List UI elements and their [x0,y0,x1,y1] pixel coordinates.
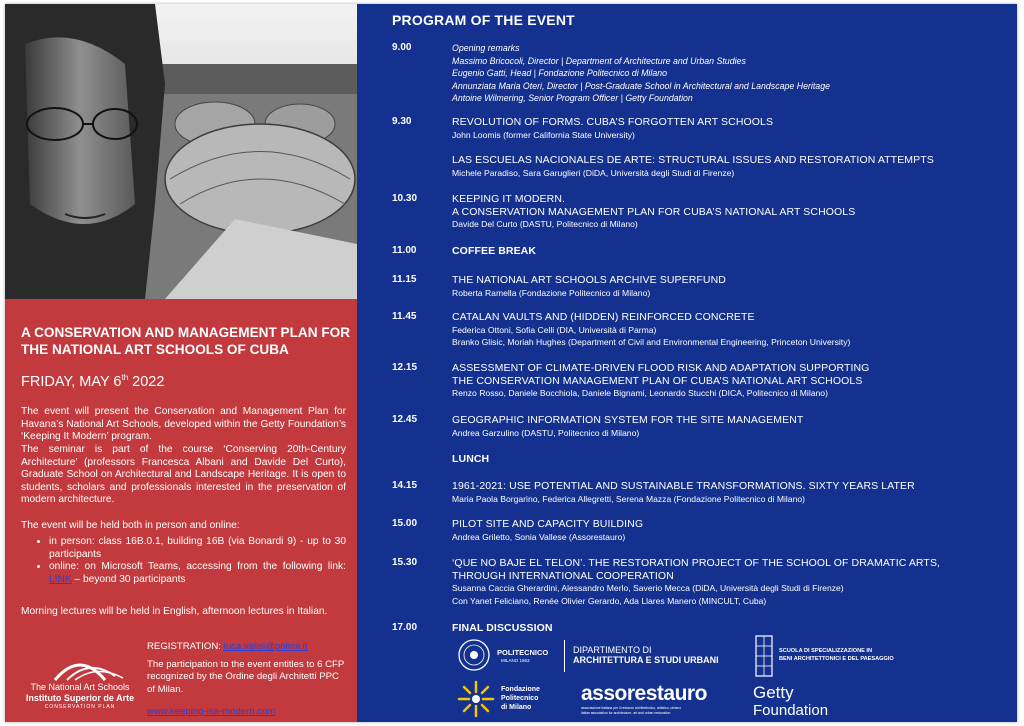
dastu-logo: DIPARTIMENTO DI ARCHITETTURA E STUDI URBANI [573,645,719,665]
arches-icon [15,654,145,682]
seminar-paragraph: The seminar is part of the course ‘Conserving 20th-Century Architecture’ (professors Francesca Albani and Davide Del Curto), Graduate School on Architectural and Landscape Heritage. It is open to students, scholars and professionals interested in the preservation of modern architecture. [21,444,346,506]
intro-paragraph: The event will present the Conservation and Management Plan for Havana’s National Art Schools, developed within the Getty Foundation’s ‘Keeping It Modern’ program. [21,406,346,443]
website-link[interactable]: www.keeping-isa-modern.com [147,705,276,717]
format-paragraph: The event will be held both in person and online: [21,520,240,531]
logo-divider [564,640,565,672]
program-panel: PROGRAM OF THE EVENT 9.00 Opening remarks Massimo Bricocoli, Director | Department of Architecture and Urban Studies Eugenio Gatti, Head | Fondazione Politecnico di Milano Annunziata Maria Oteri, Director | Post-Graduate School in Architectural and Landscape Heritage Antoine Wilmering, Senior Program Officer | Getty Foundation 9.30 REVOLUTION OF FORMS. CUBA’S FORGOTTEN ART SCHOOLS John Loomis (former California State University) LAS ESCUELAS NACIONALES DE ARTE: STRUCTURAL ISSUES AND RESTORATION ATTEMPTS Michele Paradiso, Sara Garuglieri (DiDA, Università degli Studi di Firenze) 10.30 KEEPING IT MODERN. A CONSERVATION MANAGEMENT PLAN FOR CUBA’S NATIONAL ART SCHOOLS Davide Del Curto (DASTU, Politecnico di Milano) 11.00 COFFEE BREAK 11.15 THE NATIONAL ART SCHOOLS ARCHIVE SUPERFUND Roberta Ramella (Fondazione Politecnico di Milano) 11.45 CATALAN VAULTS AND (HIDDEN) REINFORCED CONCRETE Federica Ottoni, Sofia Celli (DIA, Università di Parma) Branko Glisic, Moriah Hughes (Department of Civil and Environmental Engineering, Princeton University) 12.15 ASSESSMENT OF CLIMATE-DRIVEN FLOOD RISK AND ADAPTATION SUPPORTING THE CONSERVATION MANAGEMENT PLAN OF CUBA’S NATIONAL ART SCHOOLS Renzo Rosso, Daniele Bocchiola, Daniele Bignami, Leonardo Stucchi (DICA, Politecnico di Milano) 12.45 GEOGRAPHIC INFORMATION SYSTEM FOR THE SITE MANAGEMENT Andrea Garzulino (DASTU, Politecnico di Milano) LUNCH 14.15 1961-2021: USE POTENTIAL AND SUSTAINABLE TRANSFORMATIONS. SIXTY YEARS LATER Maria Paola Borgarino, Federica Allegretti, Serena Mazza (Fondazione Politecnico di Milano) 15.00 PILOT SITE AND CAPACITY BUILDING Andrea Griletto, Sonia Vallese (Assorestauro) 15.30 ‘QUE NO BAJE EL TELON’. THE RESTORATION PROJECT OF THE SCHOOL OF DRAMATIC ARTS, THROUGH INTERNATIONAL COOPERATION Susanna Caccia Gherardini, Alessandro Merlo, Saverio Mecca (DiDA, Università degli Studi di Firenze) Con Yanet Feliciano, Renée Olivier Gerardo, Ada Llares Manero (MINCULT, Cuba) 17.00 FINAL DISCUSSION POLITECNICO MILANO 1863 DIPARTIMENTO DI ARCHITETTURA E STUDI URBANI SCUOLA DI SPECIALIZZAZIONE IN BENI ARCHITETTONICI E DEL PAESAGGIO Fondazione Politecnico di Milano assorestauro associazione italiana per il restauro architettonico, artistico, urbano italian association for architecture, art and urban restoration Getty Foundation [357,4,1017,722]
building-icon [753,632,775,680]
language-note: Morning lectures will be held in English, afternoon lectures in Italian. [21,606,328,617]
cover-photo-illustration [5,4,357,299]
teams-link[interactable]: LINK [49,573,72,585]
registration-text: The participation to the event entitles to 6 CFP recognized by the Ordine degli Architetti PPC of Milan. [147,659,345,695]
fondazione-logo: Fondazione Politecnico di Milano [457,680,567,720]
registration-email-link[interactable]: luca.valisi@polimi.it [223,641,308,652]
info-panel [5,299,357,722]
list-item: • in person: class 16B.0.1, building 16B (via Bonardi 9) - up to 30 participants [49,536,346,561]
assorestauro-logo: assorestauro associazione italiana per il restauro architettonico, artistico, urbano italian association for architecture, art and urban restoration [581,682,707,715]
cover-photo [5,4,357,299]
national-art-schools-logo: The National Art Schools Instituto Superior de Arte CONSERVATION PLAN [15,654,145,714]
registration-block: REGISTRATION: luca.valisi@polimi.it The participation to the event entitles to 6 CFP recognized by the Ordine degli Architetti PPC of Milan. www.keeping-isa-modern.com [147,641,347,718]
sunburst-icon [457,680,495,718]
politecnico-logo: POLITECNICO MILANO 1863 [457,636,552,674]
program-heading: PROGRAM OF THE EVENT [392,12,575,28]
left-column [5,4,357,722]
event-date: FRIDAY, MAY 6th 2022 [21,373,165,390]
list-item: • online: on Microsoft Teams, accessing from the following link: LINK – beyond 30 participants [49,561,346,586]
format-list [21,536,346,586]
politecnico-seal-icon [457,638,491,672]
event-title: A CONSERVATION AND MANAGEMENT PLAN FOR THE NATIONAL ART SCHOOLS OF CUBA [21,325,351,357]
scuola-logo: SCUOLA DI SPECIALIZZAZIONE IN BENI ARCHITETTONICI E DEL PAESAGGIO [753,632,923,680]
getty-logo: Getty Foundation [753,683,829,719]
poster [5,4,1017,722]
